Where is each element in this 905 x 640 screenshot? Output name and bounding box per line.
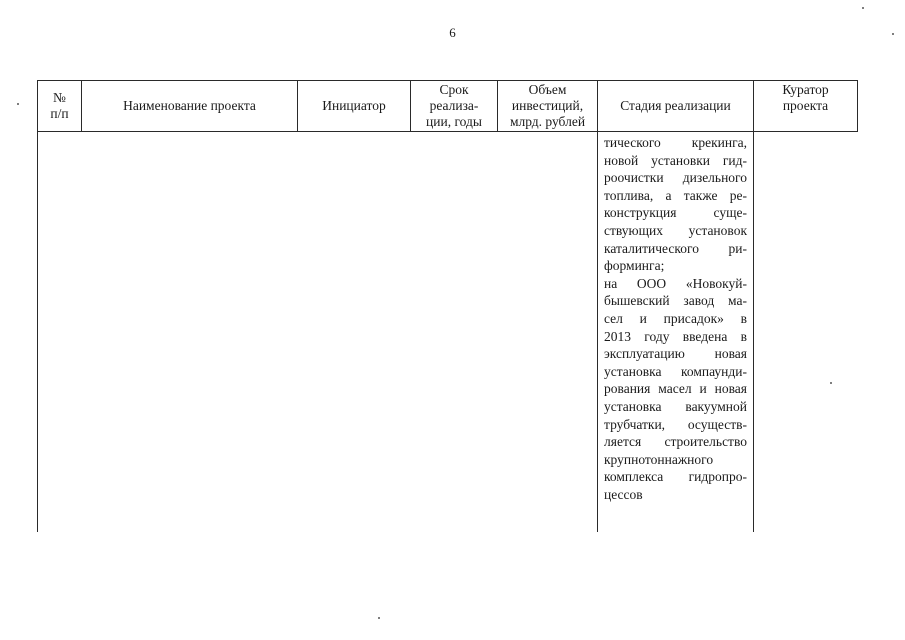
- stage-line: ляется строительство: [604, 434, 747, 450]
- stage-line: тического крекинга,: [604, 135, 747, 150]
- header-initiator: [298, 81, 411, 132]
- stage-line: цессов: [604, 486, 643, 502]
- stage-line: форминга;: [604, 258, 665, 274]
- stage-line: рования масел и новая: [604, 381, 747, 397]
- stage-line: конструкция суще-: [604, 205, 747, 221]
- table-row: [38, 132, 858, 533]
- scan-speck: [17, 103, 19, 105]
- cell-project-name: [82, 132, 298, 533]
- stage-line: установка вакуумной: [604, 398, 747, 414]
- cell-stage: [598, 132, 754, 533]
- table-header-row: [38, 81, 858, 132]
- stage-line: комплекса гидропро-: [604, 469, 747, 485]
- cell-number: [38, 132, 82, 533]
- cell-initiator: [298, 132, 411, 533]
- scan-speck: [378, 617, 380, 619]
- stage-line: бышевский завод ма-: [604, 293, 747, 309]
- page-number: 6: [449, 25, 456, 40]
- cell-curator: [754, 132, 858, 533]
- header-initiator-label: Инициатор: [322, 98, 386, 113]
- header-investment: [498, 81, 598, 132]
- stage-line: на ООО «Новокуй-: [604, 275, 747, 291]
- header-stage-label: Стадия реализации: [620, 98, 731, 113]
- header-number: [38, 81, 82, 132]
- stage-line: эксплуатацию новая: [604, 346, 747, 362]
- header-investment-label: Объем инвестиций, млрд. рублей: [509, 82, 586, 129]
- stage-line: топлива, а также ре-: [604, 187, 747, 203]
- header-number-label: № п/п: [50, 90, 69, 121]
- stage-line: 2013 году введена в: [604, 328, 747, 344]
- cell-term: [411, 132, 498, 533]
- stage-line: каталитического ри-: [604, 240, 747, 256]
- scan-speck: [862, 7, 864, 9]
- stage-line: роочистки дизельного: [604, 170, 747, 186]
- header-project-name-label: Наименование проекта: [123, 98, 256, 113]
- stage-text: [598, 132, 753, 503]
- header-stage: [598, 81, 754, 132]
- stage-line: новой установки гид-: [604, 152, 747, 168]
- stage-line: крупнотоннажного: [604, 451, 714, 467]
- header-curator: [754, 81, 858, 132]
- scan-speck: [892, 33, 894, 35]
- stage-line: установка компаунди-: [604, 363, 747, 379]
- projects-table: [37, 80, 858, 532]
- header-term-label: Срок реализа- ции, годы: [426, 82, 482, 129]
- header-project-name: [82, 81, 298, 132]
- stage-line: трубчатки, осуществ-: [604, 416, 747, 432]
- stage-line: сел и присадок» в: [604, 310, 747, 326]
- header-term: [411, 81, 498, 132]
- stage-line: ствующих установок: [604, 222, 747, 238]
- header-curator-label: Куратор проекта: [782, 82, 829, 113]
- cell-investment: [498, 132, 598, 533]
- scan-speck: [830, 382, 832, 384]
